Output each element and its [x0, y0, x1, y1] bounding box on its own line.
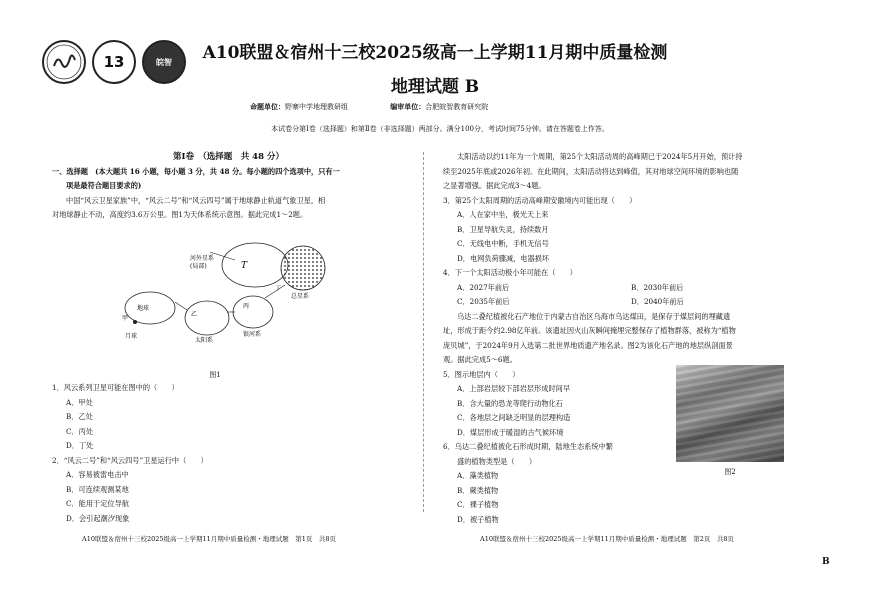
- proposer-label: 命题单位：: [250, 102, 285, 111]
- proposer: 野寨中学地理教研组: [285, 103, 348, 111]
- q5-option-b: B．含大量的恐龙等爬行动物化石: [457, 398, 563, 408]
- fig-label-yinhe: 银河系: [243, 331, 262, 338]
- passage-line2: 对地球静止不动，高度约3.6万公里。图1为天体系统示意图。据此完成1～2题。: [52, 210, 308, 219]
- exam-subject: 地理试题 B: [390, 77, 480, 97]
- q5-option-a: A．上部岩层较下部岩层形成时间早: [457, 384, 571, 393]
- question-5: 5．图示地层内（ ）: [443, 369, 520, 379]
- logo-wanzhi-text: 皖智: [156, 56, 172, 67]
- fig-label-ding: 丁: [275, 285, 282, 292]
- reviewer-label: 编审单位：: [390, 102, 426, 111]
- q5-option-d: D．煤层形成于暖湿的古气候环境: [457, 427, 564, 437]
- logo-13-text: 13: [103, 53, 125, 71]
- figure-2-caption: 图2: [724, 468, 736, 476]
- q4-option-d: D．2040年前后: [631, 297, 684, 306]
- q2-option-a: A．容易被雷电击中: [66, 470, 129, 479]
- q2-option-d: D．会引起潮汐现象: [66, 513, 130, 523]
- fig-label-sun: 太阳系: [195, 337, 214, 344]
- exam-title: A10联盟＆宿州十三校2025级高一上学期11月期中质量检测: [202, 43, 668, 63]
- section-title: 第Ⅰ卷 （选择题 共 48 分）: [173, 152, 284, 162]
- figure-1-caption: 图1: [209, 371, 221, 379]
- q3-option-b: B．卫星导航失灵，持续数月: [457, 224, 549, 234]
- q1-option-b: B．乙处: [66, 412, 93, 421]
- passage2-line3: 庞贝城”，于2024年9月入选第二批世界地质遗产地名录。图2为该化石产地的地层纵剖面景: [443, 340, 733, 350]
- q1-option-c: C．丙处: [66, 426, 94, 436]
- fig-label-total: 总星系: [291, 293, 310, 300]
- q2-option-c: C．能用于定位导航: [66, 499, 130, 508]
- strata-photo: [676, 365, 784, 462]
- moon-dot: [133, 320, 137, 324]
- q4-options-row2: [443, 295, 803, 310]
- question-2: 2．“风云二号”和“风云四号”卫星运行中（ ）: [52, 455, 208, 465]
- question-6-line2: 盛的植物类型是（ ）: [457, 456, 537, 466]
- galaxy-ellipse: [233, 296, 273, 328]
- fig-label-earth: 地球: [137, 305, 150, 312]
- solar-system-ellipse: [185, 301, 229, 335]
- footer-page-2: A10联盟＆宿州十三校2025级高一上学期11月期中质量检测・地理试题 第2页 共8页: [480, 535, 735, 543]
- q1-option-a: A．甲处: [66, 397, 93, 407]
- version-mark: B: [822, 557, 830, 567]
- question-3: 3．第25个太阳周期的活动高峰期安徽境内可能出现（ ）: [443, 195, 637, 205]
- fig-label-moon: 月球: [125, 333, 138, 340]
- milky-way-external-ellipse: [222, 243, 288, 287]
- fig-label-T: T: [241, 261, 248, 271]
- question-1: 1．风云系列卫星可能在图中的（ ）: [52, 383, 179, 392]
- q4-option-a: A．2027年前后: [457, 282, 510, 292]
- question-4: 4．下一个太阳活动极小年可能在（ ）: [443, 268, 577, 277]
- q4-option-b: B．2030年前后: [631, 282, 684, 292]
- passage1-line2: 续至2025年底或2026年初。在此期间，太阳活动将达到峰值，其对地球空间环境的影响也随: [443, 166, 739, 176]
- q3-option-c: C．无线电中断，手机无信号: [457, 239, 549, 248]
- passage2-line2: 址，形成于距今约2.98亿年前。该遗址因火山灰瞬间掩埋完整保存了植物群落，被称为“植物: [443, 326, 736, 335]
- q6-option-c: C．裸子植物: [457, 500, 499, 509]
- passage-line1: 中国“风云卫星家族”中，“风云二号”和“风云四号”属于地球静止轨道气象卫星，相: [66, 195, 326, 205]
- q3-option-d: D．电网负荷骤减，电器损坏: [457, 253, 550, 263]
- exam-notice: 本试卷分第Ⅰ卷（选择题）和第Ⅱ卷（非选择题）两部分。满分100分，考试时间75分钟。请在答题卷上作答。: [271, 125, 609, 133]
- reviewer: 合肥皖智教育研究院: [425, 103, 489, 111]
- earth-system-ellipse: [125, 292, 175, 324]
- passage2-line1: 乌达二叠纪植被化石产地位于内蒙古自治区乌海市乌达煤田，是保存于煤层间的埋藏遗: [457, 311, 731, 321]
- q2-option-b: B．可连续观测某地: [66, 484, 129, 494]
- q4-option-c: C．2035年前后: [457, 297, 510, 306]
- q6-option-d: D．被子植物: [457, 514, 499, 524]
- left-questions: [52, 381, 405, 526]
- q5-option-c: C．各地层之间缺乏明显的层理构造: [457, 413, 571, 422]
- passage1-line1: 太阳活动以约11年为一个周期，第25个太阳活动周的高峰期已于2024年5月开始，预计持: [457, 152, 743, 161]
- fig-label-jia: 甲: [122, 315, 129, 322]
- total-galaxy-circle: [281, 246, 325, 290]
- q3-option-a: A．人在家中坐，极光天上来: [457, 210, 549, 219]
- q4-options-row1: [443, 281, 803, 296]
- exam-meta: [250, 102, 670, 112]
- figure-1: [115, 240, 345, 350]
- q6-option-b: B．蕨类植物: [457, 485, 499, 495]
- left-column: [52, 150, 405, 223]
- column-divider: [423, 152, 424, 512]
- question-6-line1: 6．乌达二叠纪植被化石形成时期，陆地生态系统中繁: [443, 442, 613, 451]
- footer-page-1: A10联盟＆宿州十三校2025级高一上学期11月期中质量检测・地理试题 第1页 共8页: [82, 535, 337, 543]
- passage2-line4: 观。据此完成5～6题。: [443, 355, 517, 364]
- fig-label-milky2: (局部): [190, 263, 207, 270]
- instructions-line2: 项是最符合题目要求的): [66, 181, 142, 190]
- fig-label-bing: 丙: [243, 303, 250, 310]
- fig-label-yi: 乙: [191, 311, 198, 318]
- celestial-system-diagram: [115, 240, 345, 350]
- q1-option-d: D．丁处: [66, 441, 94, 450]
- instructions-line1: 一、选择题 (本大题共 16 小题，每小题 3 分，共 48 分。每小题的四个选项中，只有一: [52, 166, 340, 176]
- q6-option-a: A．藻类植物: [457, 471, 499, 480]
- fig-label-milky: 河外星系: [190, 255, 215, 262]
- passage1-line3: 之显著增强。据此完成3～4题。: [443, 181, 546, 190]
